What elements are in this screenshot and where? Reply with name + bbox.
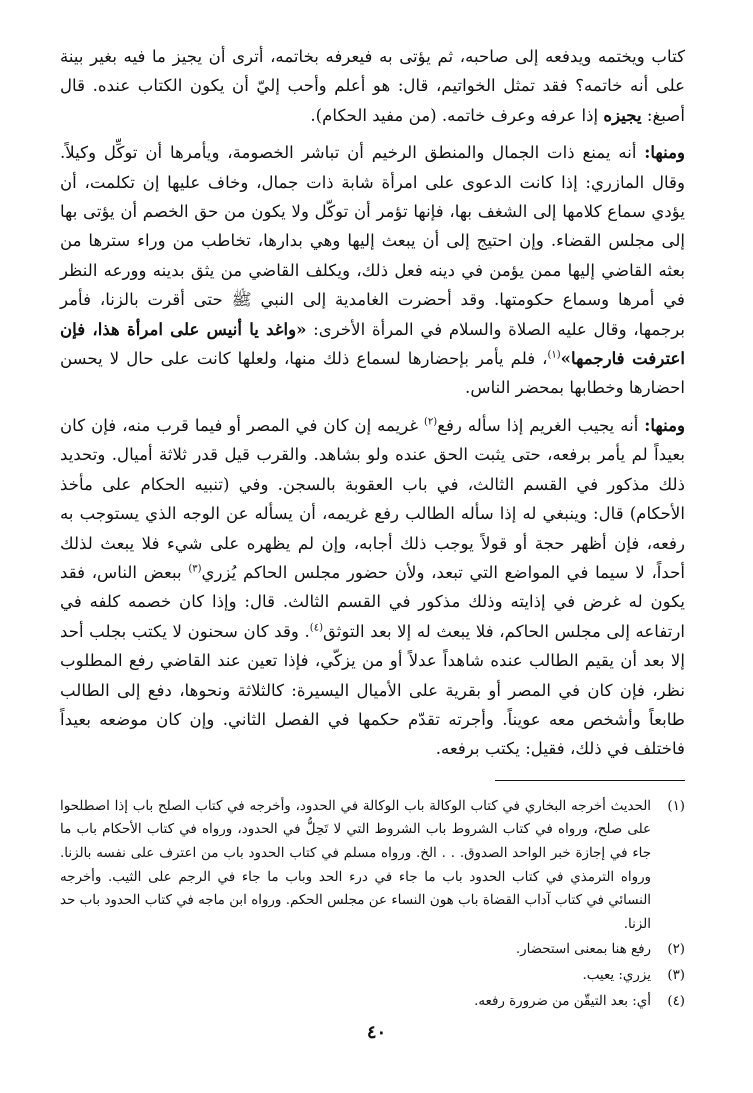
page-number: ٤٠	[366, 1022, 387, 1043]
footnote	[60, 964, 685, 988]
text-run: ، فلم يأمر بإحضارها لسماع ذلك منها، ولعلها كانت على حال لا يحسن احضارها وخطابها بمحضر الناس.	[60, 349, 685, 398]
text-run: إذا عرفه وعرف خاتمه. (من مفيد الحكام).	[310, 105, 604, 125]
footnote-number: (٤)	[667, 993, 685, 1009]
footnote-ref: (٣)	[188, 563, 202, 575]
footnote-ref: (١)	[547, 349, 561, 361]
page-body	[60, 42, 685, 1013]
paragraph	[60, 411, 685, 764]
text-run: أنه يجيب الغريم إذا سأله رفع	[437, 415, 645, 435]
footnote	[60, 938, 685, 962]
footnote	[60, 990, 685, 1014]
footnote-text: رفع هنا بمعنى استحضار.	[515, 942, 651, 958]
paragraph	[60, 42, 685, 130]
bold-run: ومنها:	[644, 414, 685, 435]
text-run: غريمه إن كان في المصر أو فيما قرب منه، فإن كان بعيداً لم يأمر برفعه، حتى يثبت الحق عنده ولو بشاهد. والقرب قيل قدر ثلاثة أميال. وتحديد ذلك مذكور في القسم الثالث، في باب العقوبة بالسجن. وفي (تنبيه الحكام على مأخذ الأحكام) قال: وينبغي له إذا سأله الطالب رفع غريمه، أن يسأله عن الوجه الذي يستوجب به رفعه، فإن أظهر حجة أو قولاً يوجب ذلك أجابه، وإن لم يظهره على شيء فلا يبعث لذلك أحداً، لا سيما في المواضع التي تبعد، ولأن حضور مجلس الحاكم يُزري	[60, 415, 685, 582]
footnote-number: (٣)	[667, 967, 685, 983]
footnotes	[60, 795, 685, 1013]
text-run: ببعض الناس، فقد يكون له غرض في إذايته وذلك مذكور في القسم الثالث. قال: وإذا كان خصمه كلفه في ارتفاعه إلى مجلس الحاكم، فلا يبعث له إلا بعد التوثق	[60, 562, 685, 641]
text-run: . وقد كان سحنون لا يكتب بجلب أحد إلا بعد أن يقيم الطالب عنده شاهداً عدلاً أو من يزكّي، فإذا تعين عند القاضي رفع المطلوب نظر، فإن كان في المصر أو بقرية على الأميال اليسيرة: كالثلاثة ونحوها، دفع إلى الطالب طابعاً وأشخص معه عويناً. وأجرته تقدّم حكمها في الفصل الثاني. وإن كان موضعه بعيداً فاختلف في ذلك، فقيل: يكتب برفعه.	[60, 621, 685, 759]
paragraph	[60, 138, 685, 403]
text-run: أنه يمنع ذات الجمال والمنطق الرخيم أن تباشر الخصومة، ويأمرها أن توكِّل وكيلاً. وقال المازري: إذا كانت الدعوى على امرأة شابة ذات جمال، وخاف عليها إن تكلمت، أن يؤدي سماع كلامها إلى الشغف بها، فإنها تؤمر أن توكّل ولا يكون من حق الخصم أن يؤتى بها إلى مجلس القضاء. وإن احتيج إلى أن يبعث إليها وهي بدارها، تخاطب من وراء سترها من بعثه القاضي إليها ممن يؤمن في دينه فعل ذلك، ويكلف القاضي من يثق بدينه وورعه النظر في أمرها وسماع حكومتها. وقد أحضرت الغامدية إلى النبي ﷺ حتى أقرت بالزنا، فأمر برجمها، وقال عليه الصلاة والسلام في المرأة الأخرى:	[60, 143, 686, 339]
footnote-text: يزري: يعيب.	[582, 967, 651, 983]
main-text	[60, 42, 685, 764]
footnote-ref: (٢)	[423, 416, 438, 428]
footnote	[60, 795, 685, 937]
bold-run: ومنها:	[644, 142, 685, 163]
footnote-ref: (٤)	[309, 622, 323, 634]
bold-run: يجيزه	[603, 104, 642, 125]
footnote-number: (١)	[667, 798, 685, 814]
footnote-text: الحديث أخرجه البخاري في كتاب الوكالة باب الوكالة في الحدود، وأخرجه في كتاب الصلح باب إذا اصطلحوا على صلح، ورواه في كتاب الشروط باب الشروط التي لا تَحِلُّ في الحدود، ورواه في كتاب الأحكام باب ما جاء في إجازة خبر الواحد الصدوق. . . الخ. ورواه مسلم في كتاب الحدود باب من اعترف على نفسه بالزنا. ورواه الترمذي في كتاب الحدود باب ما جاء في درء الحد وباب ما جاء في الرجم على الثيب. وأخرجه النسائي في كتاب آداب القضاة باب هون النساء عن مجلس الحكم. ورواه ابن ماجه في كتاب الحدود باب حد الزنا.	[60, 798, 651, 932]
bold-run: «واغد يا أنيس على امرأة هذا، فإن اعترفت فارجمها»	[60, 318, 686, 369]
text-run: كتاب ويختمه ويدفعه إلى صاحبه، ثم يؤتى به فيعرفه بخاتمه، أترى أن يجيز ما فيه بغير بينة على أنه خاتمه؟ فقد تمثل الخواتيم، قال: هو أعلم وأحب إليّ أن يكون الكتاب عنده. قال أصبغ:	[60, 47, 685, 125]
footnote-text: أي: بعد التيقّن من ضرورة رفعه.	[474, 993, 651, 1009]
footnote-divider	[495, 780, 685, 781]
footnote-number: (٢)	[667, 942, 685, 958]
